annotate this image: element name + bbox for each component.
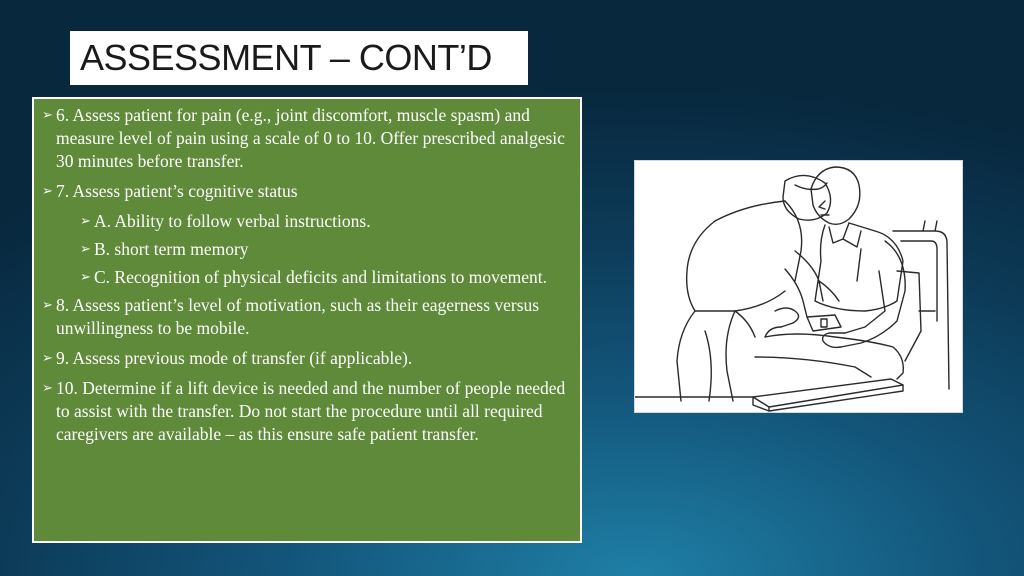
bullet-text: 8. Assess patient’s level of motivation, such as their eagerness versus unwillingness to be mobile. — [56, 295, 540, 338]
sub-bullet-item-b — [42, 238, 570, 261]
bullet-item-6 — [42, 104, 570, 173]
arrow-bullet-icon: ➢ — [80, 214, 91, 229]
sub-bullet-item-a — [42, 210, 570, 233]
patient-transfer-illustration — [634, 160, 963, 413]
bullet-item-8 — [42, 294, 570, 340]
assessment-content-box — [32, 97, 582, 543]
bullet-item-7 — [42, 180, 570, 203]
arrow-bullet-icon: ➢ — [42, 108, 53, 123]
bullet-item-9 — [42, 347, 570, 370]
bullet-text: A. Ability to follow verbal instructions. — [94, 211, 371, 231]
bullet-text: B. short term memory — [94, 239, 249, 259]
arrow-bullet-icon: ➢ — [42, 184, 53, 199]
slide-title: ASSESSMENT – CONT’D — [70, 31, 528, 85]
arrow-bullet-icon: ➢ — [80, 270, 91, 285]
bullet-text: 7. Assess patient’s cognitive status — [56, 181, 298, 201]
sub-bullet-item-c — [42, 266, 570, 289]
bullet-text: C. Recognition of physical deficits and limitations to movement. — [94, 267, 547, 287]
arrow-bullet-icon: ➢ — [42, 381, 53, 396]
bullet-text: 10. Determine if a lift device is needed and the number of people needed to assist with the transfer. Do not start the procedure until all required caregivers are available – as this ensure safe patient transfer. — [56, 378, 566, 444]
bullet-item-10 — [42, 377, 570, 446]
arrow-bullet-icon: ➢ — [42, 298, 53, 313]
arrow-bullet-icon: ➢ — [80, 242, 91, 257]
arrow-bullet-icon: ➢ — [42, 351, 53, 366]
bullet-text: 6. Assess patient for pain (e.g., joint discomfort, muscle spasm) and measure level of pain using a scale of 0 to 10. Offer prescribed analgesic 30 minutes before transfer. — [56, 105, 565, 171]
bullet-text: 9. Assess previous mode of transfer (if applicable). — [56, 348, 413, 368]
